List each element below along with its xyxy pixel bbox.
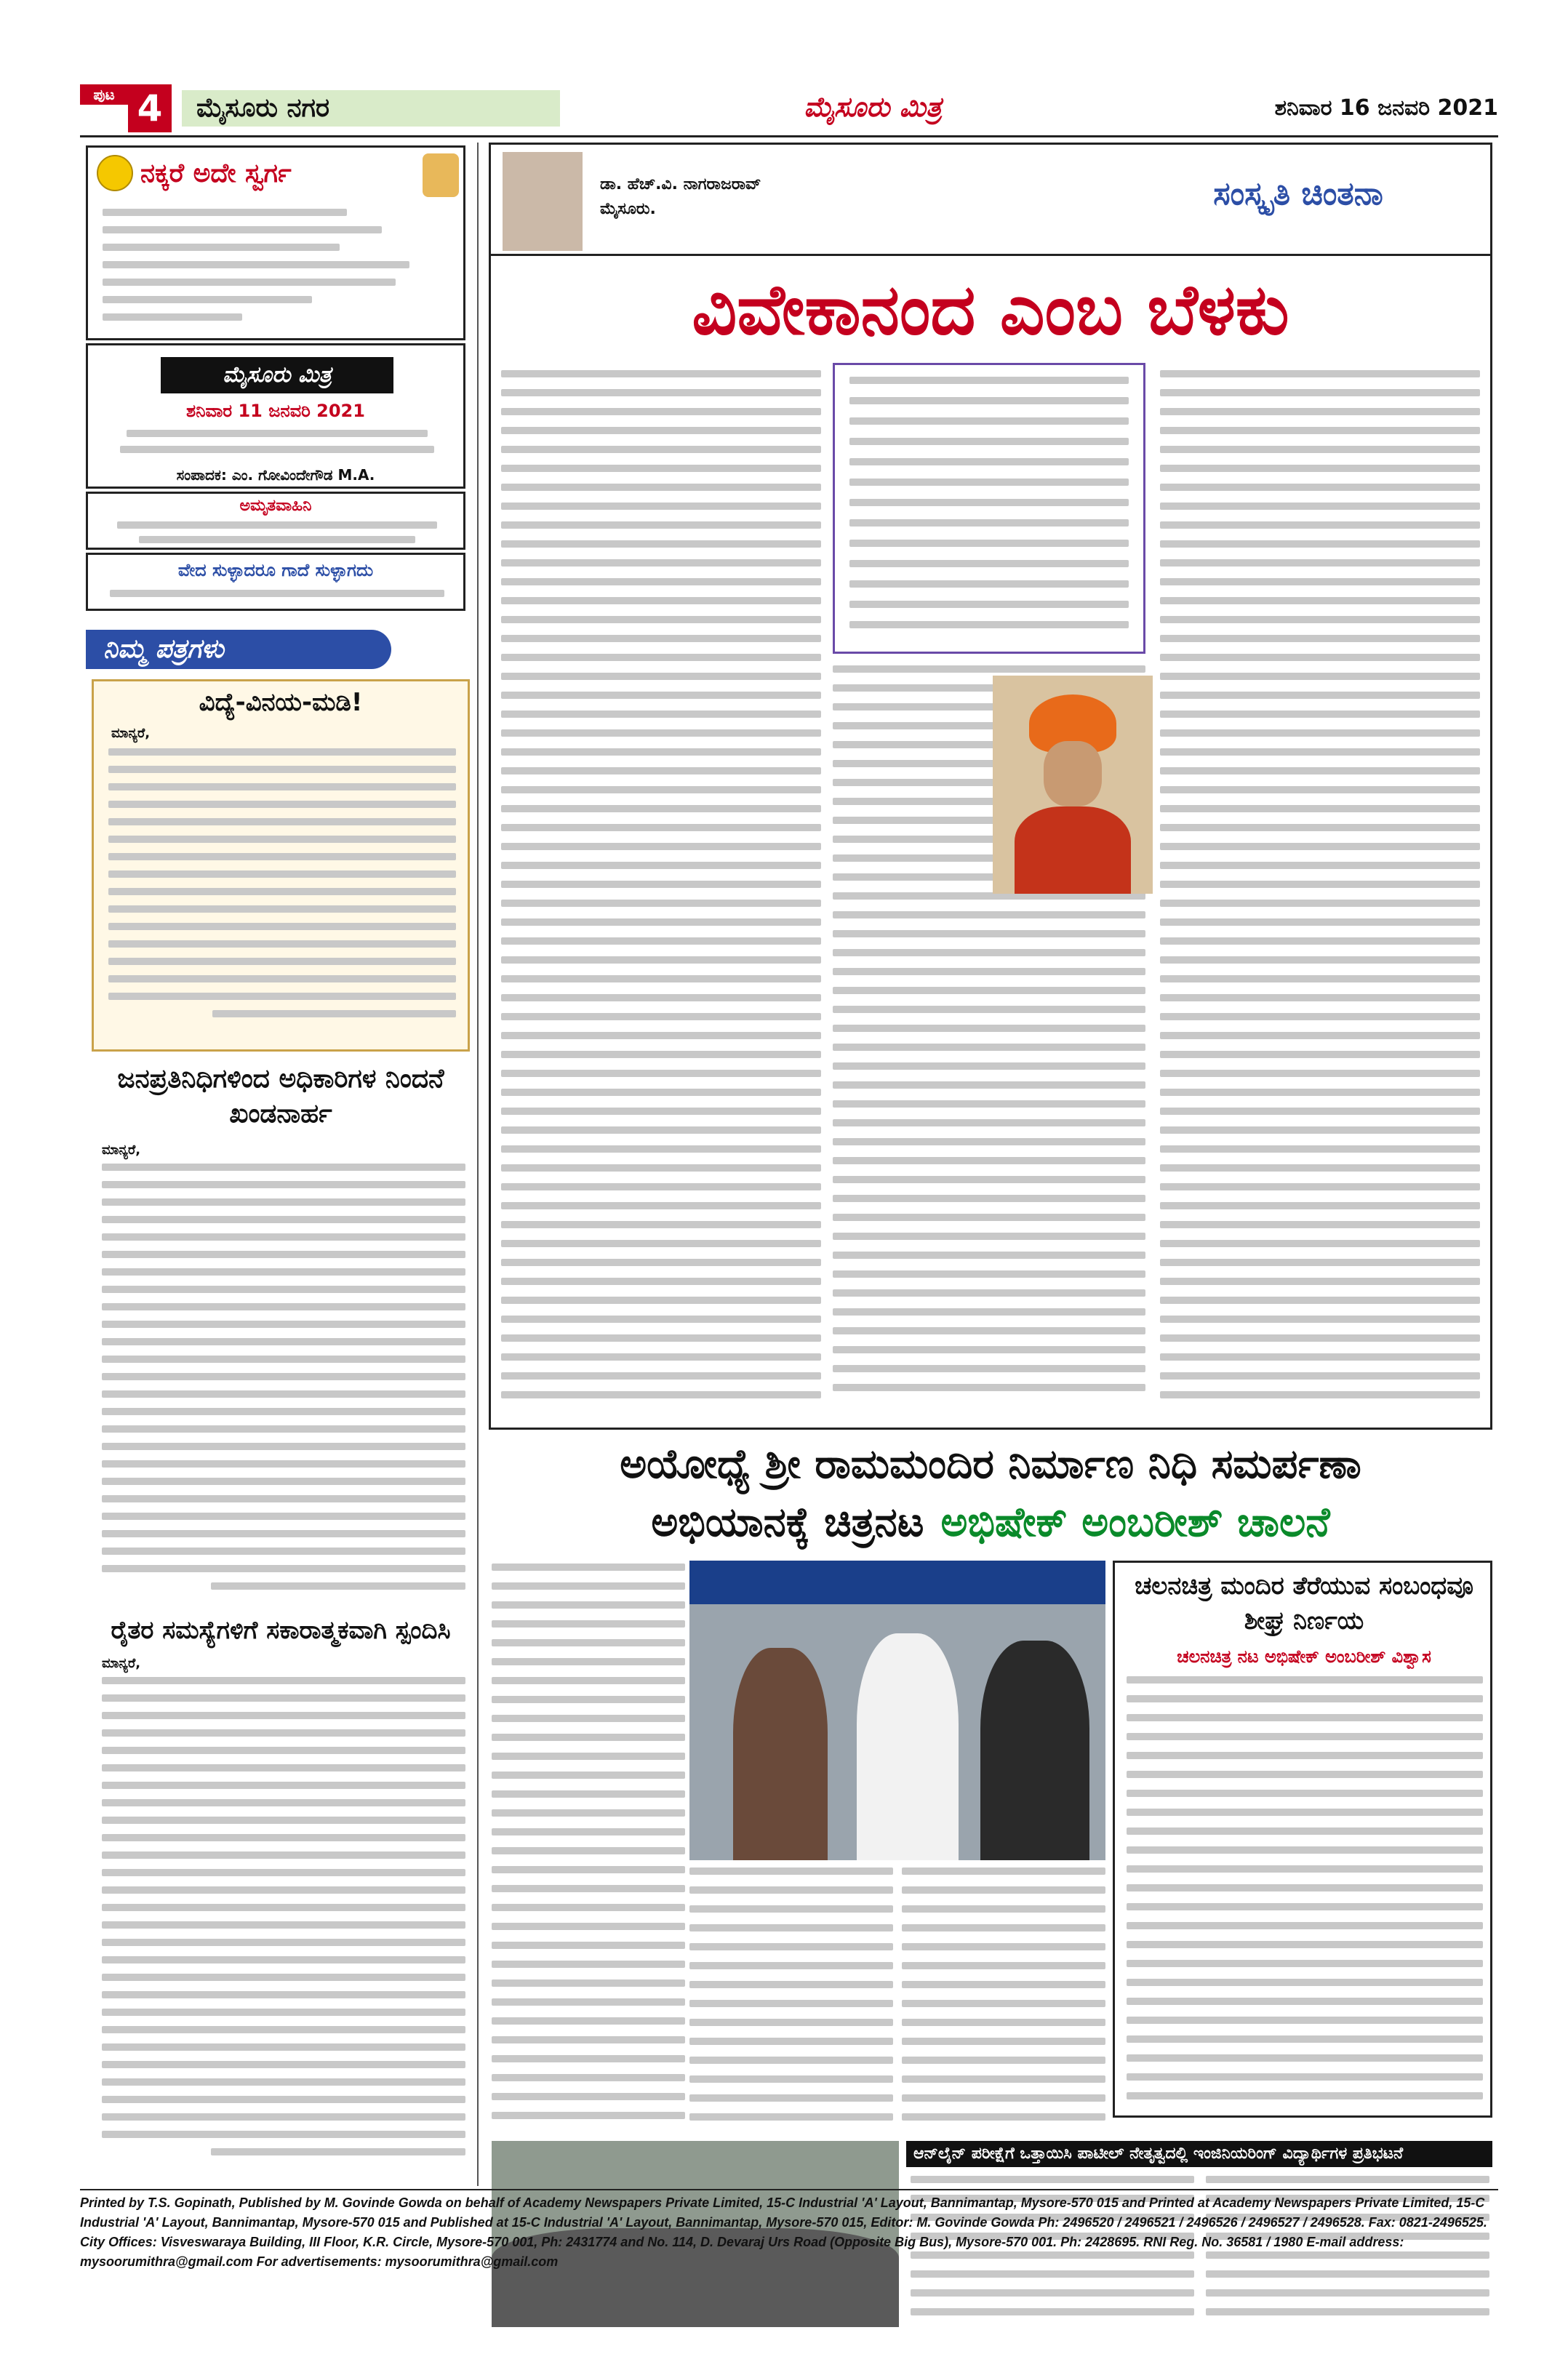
paper-logo: ಮೈಸೂರು ಮಿತ್ರ (161, 357, 393, 393)
letter1-title: ವಿದ್ಯೆ-ವಿನಯ-ಮಡಿ! (199, 688, 363, 717)
person-shape (857, 1633, 959, 1860)
banner-shape (689, 1561, 1105, 1604)
letter1-salutation: ಮಾನ್ಯರೆ, (111, 726, 151, 741)
footer-rule (80, 2189, 1498, 2190)
paper-info-box (86, 343, 465, 489)
news-photo-ceremony (689, 1561, 1105, 1860)
editor-line: ಸಂಪಾದಕ: ಎಂ. ಗೋವಿಂದೇಗೌಡ M.A. (176, 466, 375, 484)
letter3-salutation: ಮಾನ್ಯರೆ, (102, 1656, 141, 1671)
quote-box (86, 492, 465, 550)
laughing-face-icon (97, 155, 133, 191)
letter1-body (108, 748, 456, 1039)
letter3-body (102, 1677, 465, 2171)
vivekananda-portrait (993, 676, 1153, 894)
letters-header: ನಿಮ್ಮ ಪತ್ರಗಳು (86, 630, 391, 669)
clown-icon (423, 153, 459, 197)
headline-part-b: ಅಭಿಷೇಕ್ ಅಂಬರೀಶ್ ಚಾಲನೆ (940, 1499, 1330, 1546)
news-headline-line1: ಅಯೋಧ್ಯೆ ಶ್ರೀ ರಾಮಮಂದಿರ ನಿರ್ಮಾಣ ನಿಧಿ ಸಮರ್ಪಣಾ (620, 1441, 1361, 1488)
news-col-left (492, 1564, 685, 2131)
author-photo (503, 152, 583, 251)
paper-date: ಶನಿವಾರ 11 ಜನವರಿ 2021 (186, 401, 365, 421)
footer-imprint: Printed by T.S. Gopinath, Published by M. Govinde Gowda on behalf of Academy Newspapers Private Limited, 15-C Industrial 'A' Layout, Bannimantap, Mysore-570 015 and Printed at Academy Newspapers Private Limited, 15-C Industrial 'A' Layout, Bannimantap, Mysore-570 015 and Published at 15-C Industrial 'A' Layout, Bannimantap, Mysore-570 015, Editor: M. Govinde Gowda Ph: 2496520 / 2496521 / 2496526 / 2496527 / 2496528. Fax: 0821-2496525. City Offices: Visveswaraya Building, III Floor, K.R. Circle, Mysore-570 001, Ph: 2431774 and No. 114, D. Devaraj Urs Road (Opposite Big Bus), Mysore-570 001. Ph: 2428695. RNI Reg. No. 36581 / 1980 E-mail address: mysoorumithra@gmail.com For advertisements: mysoorumithra@gmail.com (80, 2195, 1487, 2269)
letter3-title: ರೈತರ ಸಮಸ್ಯೆಗಳಿಗೆ ಸಕಾರಾತ್ಮಕವಾಗಿ ಸ್ಪಂದಿಸಿ (111, 1616, 451, 1645)
column-rule (477, 143, 479, 2186)
joke-body (103, 209, 452, 332)
proverb-box (86, 553, 465, 611)
page-label: ಪುಟ (80, 84, 128, 105)
headline-part-a: ಅಭಿಯಾನಕ್ಕೆ ಚಿತ್ರನಟ (651, 1499, 924, 1546)
face-shape (1044, 741, 1102, 806)
side-story-body (1127, 1676, 1483, 2113)
news-col-mid1 (689, 1867, 893, 2129)
side-subhead: ಚಲನಚಿತ್ರ ನಟ ಅಭಿಷೇಕ್ ಅಂಬರೀಶ್ ವಿಶ್ವಾಸ (1177, 1646, 1431, 1667)
letter2-body (102, 1164, 465, 1600)
feature-col-1 (501, 370, 821, 1417)
joke-box (86, 145, 465, 340)
side-story-box (1113, 1561, 1492, 2118)
section-title: ಮೈಸೂರು ನಗರ (182, 90, 560, 127)
masthead-rule (80, 135, 1498, 137)
masthead-date: ಶನಿವಾರ 16 ಜನವರಿ 2021 (1274, 95, 1498, 121)
letter2-salutation: ಮಾನ್ಯರೆ, (102, 1142, 141, 1158)
news-col-mid2 (902, 1867, 1105, 2129)
news-headline-line2 (489, 1495, 1492, 1550)
bottom-title: ಆನ್‌ಲೈನ್ ಪರೀಕ್ಷೆಗೆ ಒತ್ತಾಯಿಸಿ ಪಾಟೀಲ್ ನೇತೃತ್ವದಲ್ಲಿ ಇಂಜಿನಿಯರಿಂಗ್ ವಿದ್ಯಾರ್ಥಿಗಳ ಪ್ರತಿಭಟನೆ (906, 2141, 1492, 2167)
joke-title: ನಕ್ಕರೆ ಅದೇ ಸ್ವರ್ಗ (140, 159, 292, 188)
letter1-box (92, 679, 470, 1052)
masthead (80, 84, 1498, 132)
author-city: ಮೈಸೂರು. (600, 200, 656, 218)
proverb-text: ವೇದ ಸುಳ್ಳಾದರೂ ಗಾದೆ ಸುಳ್ಳಾಗದು (177, 560, 374, 580)
feature-top-rule (491, 254, 1490, 256)
paper-tagline (110, 427, 444, 463)
feature-article (489, 143, 1492, 1430)
paper-name: ಮೈಸೂರು ಮಿತ್ರ (804, 91, 942, 123)
author-name: ಡಾ. ಹೆಚ್.ವಿ. ನಾಗರಾಜರಾವ್ (600, 175, 761, 193)
feature-headline: ವಿವೇಕಾನಂದ ಎಂಬ ಬೆಳಕು (692, 269, 1289, 351)
quote-title: ಅಮೃತವಾಹಿನಿ (239, 497, 312, 515)
pull-quote-box (833, 363, 1145, 654)
page-number: 4 (128, 84, 172, 132)
feature-col-3 (1160, 370, 1480, 1417)
column-title: ಸಂಸ್ಕೃತಿ ಚಿಂತನಾ (1213, 175, 1383, 212)
person-shape (980, 1641, 1089, 1860)
letter2-title: ಜನಪ್ರತಿನಿಧಿಗಳಿಂದ ಅಧಿಕಾರಿಗಳ ನಿಂದನೆ ಖಂಡನಾರ್ಹ (117, 1064, 444, 1129)
person-shape (733, 1648, 828, 1860)
robe-shape (1015, 806, 1131, 894)
side-headline: ಚಲನಚಿತ್ರ ಮಂದಿರ ತೆರೆಯುವ ಸಂಬಂಧವೂ ಶೀಘ್ರ ನಿರ್ಣಯ (1135, 1572, 1473, 1636)
